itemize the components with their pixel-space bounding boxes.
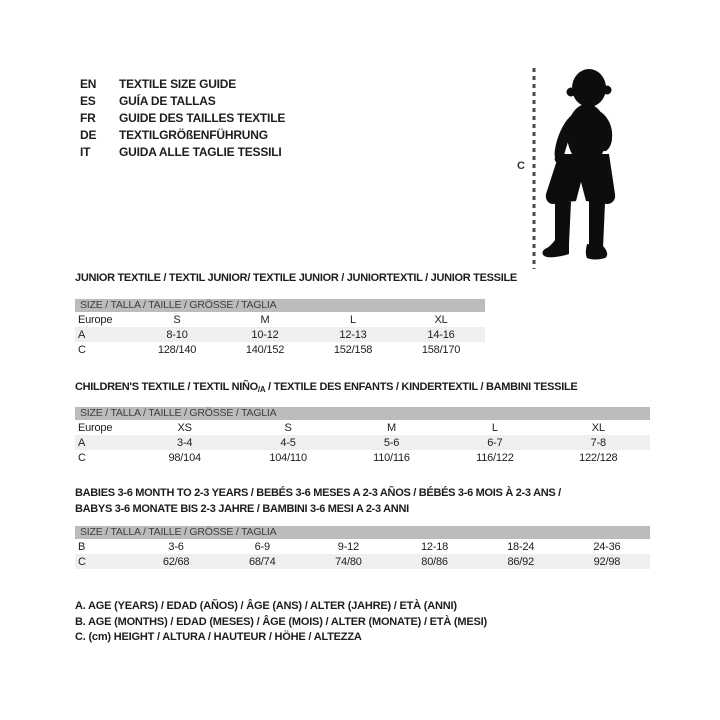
- size-cell: 7-8: [590, 436, 606, 449]
- size-cell: 8-10: [166, 328, 188, 341]
- size-cell: M: [260, 313, 270, 326]
- size-cell: XL: [434, 313, 448, 326]
- size-cell: 14-16: [427, 328, 455, 341]
- legend: [75, 599, 487, 646]
- size-cell: 140/152: [245, 343, 285, 356]
- table-row: [75, 327, 485, 342]
- section-title-text: / TEXTILE DES ENFANTS / KINDERTEXTIL / BAMBINI TESSILE: [265, 381, 578, 393]
- language-code: DE: [80, 128, 97, 142]
- row-label: A: [78, 328, 86, 341]
- size-cell: 6-9: [254, 540, 270, 553]
- table-row: [75, 312, 485, 327]
- language-row: [80, 110, 285, 127]
- legend-line-b: B. AGE (MONTHS) / EDAD (MESES) / ÂGE (MOIS) / ALTER (MONATE) / ETÀ (MESI): [75, 615, 487, 628]
- table-header-bar: SIZE / TALLA / TAILLE / GRÖSSE / TAGLIA: [75, 526, 650, 539]
- section-title: JUNIOR TEXTILE / TEXTIL JUNIOR/ TEXTILE JUNIOR / JUNIORTEXTIL / JUNIOR TESSILE: [75, 272, 517, 284]
- section-title-line2: BABYS 3-6 MONATE BIS 2-3 JAHRE / BAMBINI 3-6 MESI A 2-3 ANNI: [75, 503, 409, 515]
- size-cell: 158/170: [421, 343, 461, 356]
- language-row: [80, 76, 285, 93]
- size-cell: 98/104: [168, 451, 201, 464]
- language-list: [80, 76, 285, 161]
- language-label: GUIDA ALLE TAGLIE TESSILI: [119, 145, 282, 159]
- language-label: TEXTILGRÖßENFÜHRUNG: [119, 128, 268, 142]
- section-title-text: CHILDREN'S TEXTILE / TEXTIL NIÑO: [75, 381, 258, 393]
- section-babies: [75, 485, 650, 569]
- table-row: [75, 342, 485, 357]
- size-cell: 116/122: [476, 451, 514, 464]
- size-cell: 3-4: [177, 436, 193, 449]
- size-cell: XL: [591, 421, 605, 434]
- size-cell: 24-36: [593, 540, 621, 553]
- size-cell: 110/116: [373, 451, 410, 464]
- baby-silhouette-icon: [517, 64, 639, 274]
- size-cell: 12-18: [420, 540, 449, 553]
- baby-silhouette: [543, 69, 616, 260]
- size-cell: 128/140: [157, 343, 197, 356]
- row-label: C: [78, 343, 86, 356]
- size-cell: 86/92: [507, 555, 534, 568]
- language-code: ES: [80, 94, 96, 108]
- size-cell: 62/68: [162, 555, 190, 568]
- size-cell: 4-5: [280, 436, 296, 449]
- language-label: GUIDE DES TAILLES TEXTILE: [119, 111, 286, 125]
- size-cell: 92/98: [593, 555, 621, 568]
- size-cell: L: [491, 421, 498, 434]
- babies-size-table: [75, 539, 650, 569]
- table-row: [75, 554, 650, 569]
- size-cell: S: [173, 313, 181, 326]
- size-cell: 9-12: [337, 540, 359, 553]
- row-label: A: [78, 436, 86, 449]
- section-title: [75, 485, 650, 517]
- table-row: [75, 539, 650, 554]
- section-junior: [75, 272, 517, 357]
- language-label: TEXTILE SIZE GUIDE: [119, 77, 237, 91]
- table-header-bar: SIZE / TALLA / TAILLE / GRÖSSE / TAGLIA: [75, 407, 650, 420]
- size-cell: S: [284, 421, 292, 434]
- table-row: [75, 420, 650, 435]
- row-label: Europe: [78, 421, 113, 434]
- table-row: [75, 435, 650, 450]
- section-title-line1: BABIES 3-6 MONTH TO 2-3 YEARS / BEBÉS 3-6 MESES A 2-3 AÑOS / BÉBÉS 3-6 MOIS À 2-3 ANS /: [75, 487, 561, 499]
- size-cell: 152/158: [333, 343, 373, 356]
- size-cell: 10-12: [251, 328, 279, 341]
- size-cell: 122/128: [579, 451, 618, 464]
- row-label: C: [78, 451, 86, 464]
- size-cell: 104/110: [269, 451, 307, 464]
- size-cell: 6-7: [487, 436, 503, 449]
- row-label: Europe: [78, 313, 113, 326]
- size-cell: 80/86: [421, 555, 448, 568]
- size-cell: L: [350, 313, 356, 326]
- language-code: EN: [80, 77, 97, 91]
- section-children: [75, 381, 650, 465]
- section-title: [75, 381, 650, 396]
- table-row: [75, 450, 650, 465]
- size-cell: 74/80: [335, 555, 362, 568]
- height-figure: [517, 64, 639, 274]
- language-label: GUÍA DE TALLAS: [119, 94, 216, 108]
- table-header-bar: SIZE / TALLA / TAILLE / GRÖSSE / TAGLIA: [75, 299, 485, 312]
- height-measure-label: C: [517, 160, 525, 172]
- size-cell: 12-13: [339, 328, 367, 341]
- language-row: [80, 93, 285, 110]
- row-label: B: [78, 540, 86, 553]
- size-cell: M: [386, 421, 396, 434]
- language-row: [80, 144, 285, 161]
- size-cell: 18-24: [507, 540, 535, 553]
- children-size-table: [75, 420, 650, 465]
- size-cell: 68/74: [248, 555, 276, 568]
- language-row: [80, 127, 285, 144]
- junior-size-table: [75, 312, 485, 357]
- size-cell: 5-6: [383, 436, 400, 449]
- size-cell: XS: [177, 421, 192, 434]
- row-label: C: [78, 555, 86, 568]
- language-code: IT: [80, 145, 91, 159]
- language-code: FR: [80, 111, 96, 125]
- section-title-subscript: /A: [257, 385, 266, 394]
- legend-line-c: C. (cm) HEIGHT / ALTURA / HAUTEUR / HÖHE / ALTEZZA: [75, 631, 362, 643]
- size-cell: 3-6: [168, 540, 184, 553]
- legend-line-a: A. AGE (YEARS) / EDAD (AÑOS) / ÂGE (ANS) / ALTER (JAHRE) / ETÀ (ANNI): [75, 600, 457, 612]
